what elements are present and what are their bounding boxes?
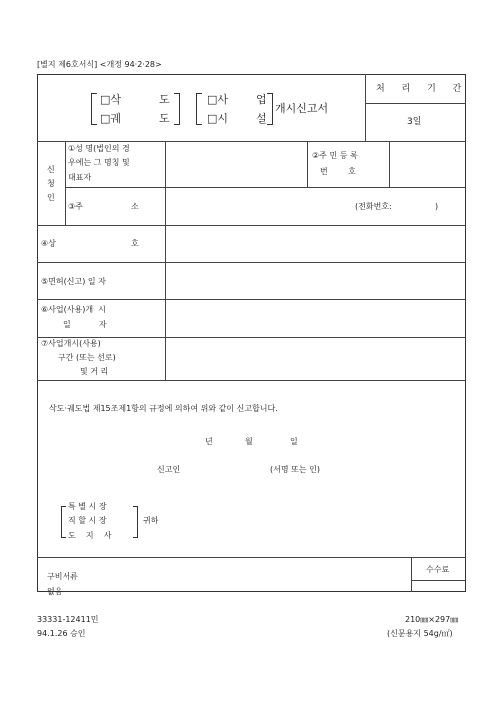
option-rail-b: 도 — [159, 93, 170, 106]
applicant-label-3: 인 — [47, 193, 55, 202]
signature-hint: (서명 또는 인) — [270, 465, 320, 474]
recipient-2: 직 할 시 장 — [68, 516, 107, 525]
applicant-label-2: 청 — [47, 179, 55, 188]
title-bracket-right-2 — [267, 93, 273, 125]
option-track-a: □궤 — [100, 112, 122, 125]
row-line — [37, 141, 466, 142]
title-bracket-left-2 — [196, 93, 202, 125]
trade-name-label-2: 호 — [131, 239, 139, 248]
row-line — [65, 187, 466, 188]
col-line — [307, 141, 308, 187]
option-facility-a: □시 — [207, 112, 229, 125]
name-label-1: ①성 명(법인의 경 — [68, 144, 130, 153]
address-label-2: 소 — [131, 202, 139, 211]
paper-type: (신문용지 54g/㎡) — [387, 629, 453, 638]
section-label-2: 구간 (또는 선로) — [58, 353, 116, 362]
declaration-text: 삭도·궤도법 제15조제1항의 규정에 의하여 위와 같이 신고합니다. — [49, 404, 278, 413]
option-track-b: 도 — [159, 112, 170, 125]
form-code: 33331-12411민 — [37, 615, 99, 624]
name-label-2: 우에는 그 명칭 및 — [68, 158, 130, 167]
recipient-3: 도 지 사 — [68, 531, 112, 540]
col-line — [411, 557, 412, 592]
processing-value: 3일 — [407, 117, 422, 127]
row-line — [37, 262, 466, 263]
start-date-label-1: ⑥사업(사용)개 시 — [41, 305, 106, 314]
row-line — [37, 380, 466, 381]
processing-divider — [365, 103, 466, 104]
form-title: 개시신고서 — [275, 102, 329, 115]
recipient-bracket-left — [61, 506, 66, 538]
paper-size: 210㎜×297㎜ — [405, 615, 459, 624]
license-date-label: ⑤면허(신고) 일 자 — [41, 277, 106, 286]
fee-divider — [411, 580, 466, 581]
row-line — [37, 557, 466, 558]
phone-hint: (전화번호: ) — [355, 202, 439, 211]
recipient-1: 특 별 시 장 — [68, 502, 107, 511]
fee-label: 수수료 — [426, 565, 450, 574]
name-label-3: 대표자 — [68, 173, 92, 182]
option-business-b: 업 — [256, 93, 267, 106]
row-line — [37, 225, 466, 226]
col-line — [365, 74, 366, 141]
section-label-1: ⑦사업개시(사용) — [41, 339, 101, 348]
address-label-1: ③주 — [68, 202, 83, 211]
row-line — [37, 299, 466, 300]
col-line — [65, 141, 66, 225]
rrn-label-1: ②주 민 등 록 — [312, 151, 358, 160]
date-day: 일 — [290, 437, 298, 446]
row-line — [37, 337, 466, 338]
processing-label: 처 리 기 간 — [376, 84, 469, 94]
declarant-label: 신고인 — [157, 465, 181, 474]
recipient-bracket-right — [133, 506, 138, 538]
attachments-label: 구비서류 — [47, 572, 78, 581]
rrn-label-2: 번 호 — [320, 167, 356, 176]
form-reference: [별지 제6호서식] <개정 94·2·28> — [37, 60, 162, 69]
date-month: 월 — [245, 437, 253, 446]
option-business-a: □사 — [207, 93, 229, 106]
trade-name-label-1: ④상 — [41, 239, 56, 248]
attachments-value: 없음 — [47, 587, 63, 596]
start-date-label-2: 일 자 — [63, 320, 107, 329]
option-rail-a: □삭 — [100, 93, 122, 106]
approval-date: 94.1.26 승인 — [37, 629, 86, 638]
title-bracket-right — [174, 93, 180, 125]
date-year: 년 — [205, 437, 213, 446]
section-label-3: 및 거 리 — [80, 367, 109, 376]
col-line — [389, 141, 390, 187]
applicant-label-1: 신 — [47, 165, 55, 174]
recipient-suffix: 귀하 — [143, 516, 159, 525]
title-bracket-left — [91, 93, 97, 125]
option-facility-b: 설 — [256, 112, 267, 125]
col-line — [165, 141, 166, 380]
